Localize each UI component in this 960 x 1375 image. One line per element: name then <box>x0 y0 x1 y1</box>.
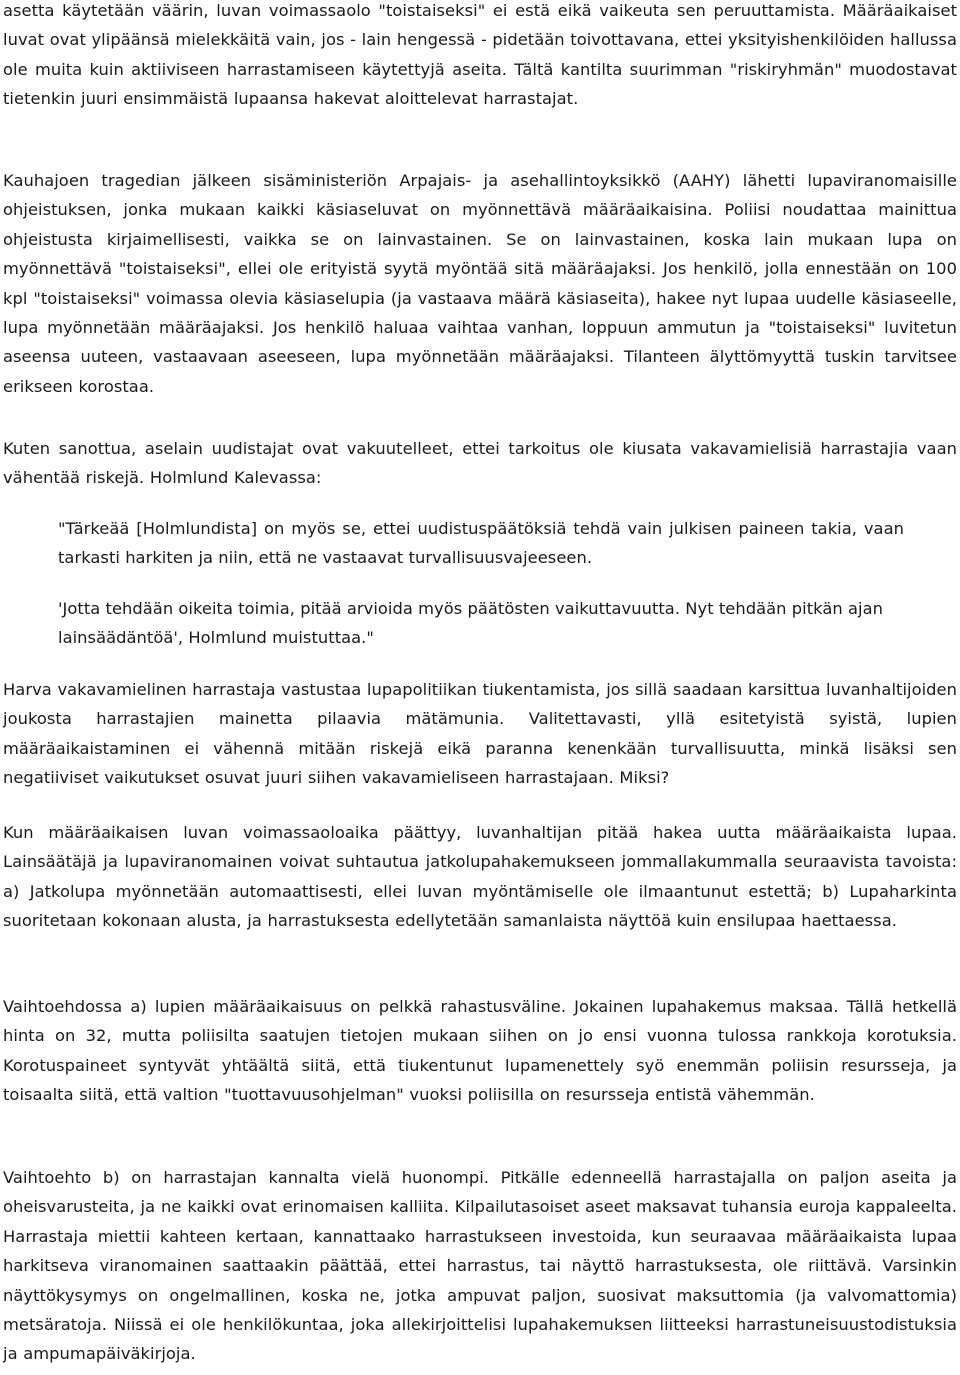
paragraph-kauhajoki-guidance: Kauhajoen tragedian jälkeen sisäministeriön Arpajais- ja asehallintoyksikkö (AAHY) lähetti lupaviranomaisille ohjeistuksen, jonka mukaan kaikki käsiaseluvat on myönnettävä määräaikaisina. Poliisi noudattaa mainittua ohjeistusta kirjaimellisesti, vaikka se on lainvastainen. Se on lainvastainen, koska lain mukaan lupa on myönnettävä "toistaiseksi", ellei ole erityistä syytä myöntää sitä määräajaksi. Jos henkilö, jolla ennestään on 100 kpl "toistaiseksi" voimassa olevia käsiaselupia (ja vastaava määrä käsiaseita), hakee nyt lupaa uudelle käsiaseelle, lupa myönnetään määräajaksi. Jos henkilö haluaa vaihtaa vanhan, loppuun ammutun ja "toistaiseksi" luvitetun aseensa uuteen, vastaavaan aseeseen, lupa myönnetään määräajaksi. Tilanteen älyttömyyttä tuskin tarvitsee erikseen korostaa. <box>3 171 957 396</box>
quote-holmlund-second: 'Jotta tehdään oikeita toimia, pitää arvioida myös päätösten vaikuttavuutta. Nyt tehdään pitkän ajan lainsäädäntöä', Holmlund muistuttaa." <box>58 599 883 648</box>
paragraph-law-reformers: Kuten sanottua, aselain uudistajat ovat vakuutelleet, ettei tarkoitus ole kiusata vakavamielisiä harrastajia vaan vähentää riskejä. Holmlund Kalevassa: <box>3 439 957 488</box>
quote-holmlund-first: "Tärkeää [Holmlundista] on myös se, ettei uudistuspäätöksiä tehdä vain julkisen paineen takia, vaan tarkasti harkiten ja niin, että ne vastaavat turvallisuusvajeeseen. <box>58 519 904 568</box>
paragraph-serious-hobbyist: Harva vakavamielinen harrastaja vastustaa lupapolitiikan tiukentamista, jos sillä saadaan karsittua luvanhaltijoiden joukosta harrastajien mainetta pilaavia mätämunia. Valitettavasti, yllä esitetyistä syistä, lupien määräaikaistaminen ei vähennä mitään riskejä eikä paranna kenenkään turvallisuutta, minkä lisäksi sen negatiiviset vaikutukset osuvat juuri siihen vakavamieliseen harrastajaan. Miksi? <box>3 680 957 788</box>
paragraph-definite-term-licenses: asetta käytetään väärin, luvan voimassaolo "toistaiseksi" ei estä eikä vaikeuta sen peruuttamista. Määräaikaiset luvat ovat ylipäänsä mielekkäitä vain, jos - lain hengessä - pidetään toivottavana, ettei yksityishenkilöiden hallussa ole muita kuin aktiiviseen harrastamiseen käytettyjä aseita. Tältä kantilta suurimman "riskiryhmän" muodostavat tietenkin juuri ensimmäistä lupaansa hakevat aloittelevat harrastajat. <box>3 1 957 109</box>
paragraph-license-renewal: Kun määräaikaisen luvan voimassaoloaika päättyy, luvanhaltijan pitää hakea uutta määräaikaista lupaa. Lainsäätäjä ja lupaviranomainen voivat suhtautua jatkolupahakemukseen jommallakummalla seuraavista tavoista: a) Jatkolupa myönnetään automaattisesti, ellei luvan myöntämiselle ole ilmaantunut estettä; b) Lupaharkinta suoritetaan kokonaan alusta, ja harrastuksesta edellytetään samanlaista näyttöä kuin ensilupaa haettaessa. <box>3 823 957 931</box>
paragraph-option-b: Vaihtoehto b) on harrastajan kannalta vielä huonompi. Pitkälle edenneellä harrastajalla on paljon aseita ja oheisvarusteita, ja ne kaikki ovat erinomaisen kalliita. Kilpailutasoiset aseet maksavat tuhansia euroja kappaleelta. Harrastaja miettii kahteen kertaan, kannattaako harrastukseen investoida, kun seuraavaa määräaikaista lupaa harkitseva viranomainen saattaakin päättää, ettei harrastus, tai näyttö harrastuksesta, ole riittävä. Varsinkin näyttökysymys on ongelmallinen, koska ne, jotka ampuvat paljon, suosivat maksuttomia (ja valvomattomia) metsäratoja. Niissä ei ole henkilökuntaa, joka allekirjoittelisi lupahakemuksen liitteeksi harrastuneisuustodistuksia ja ampumapäiväkirjoja. <box>3 1168 957 1364</box>
paragraph-option-a: Vaihtoehdossa a) lupien määräaikaisuus on pelkkä rahastusväline. Jokainen lupahakemus maksaa. Tällä hetkellä hinta on 32, mutta poliisilta saatujen tietojen mukaan siihen on jo ensi vuonna tulossa rankkoja korotuksia. Korotuspaineet syntyvät yhtäältä siitä, että tiukentunut lupamenettely syö enemmän poliisin resursseja, ja toisaalta siitä, että valtion "tuottavuusohjelman" vuoksi poliisilla on resursseja entistä vähemmän. <box>3 997 957 1105</box>
